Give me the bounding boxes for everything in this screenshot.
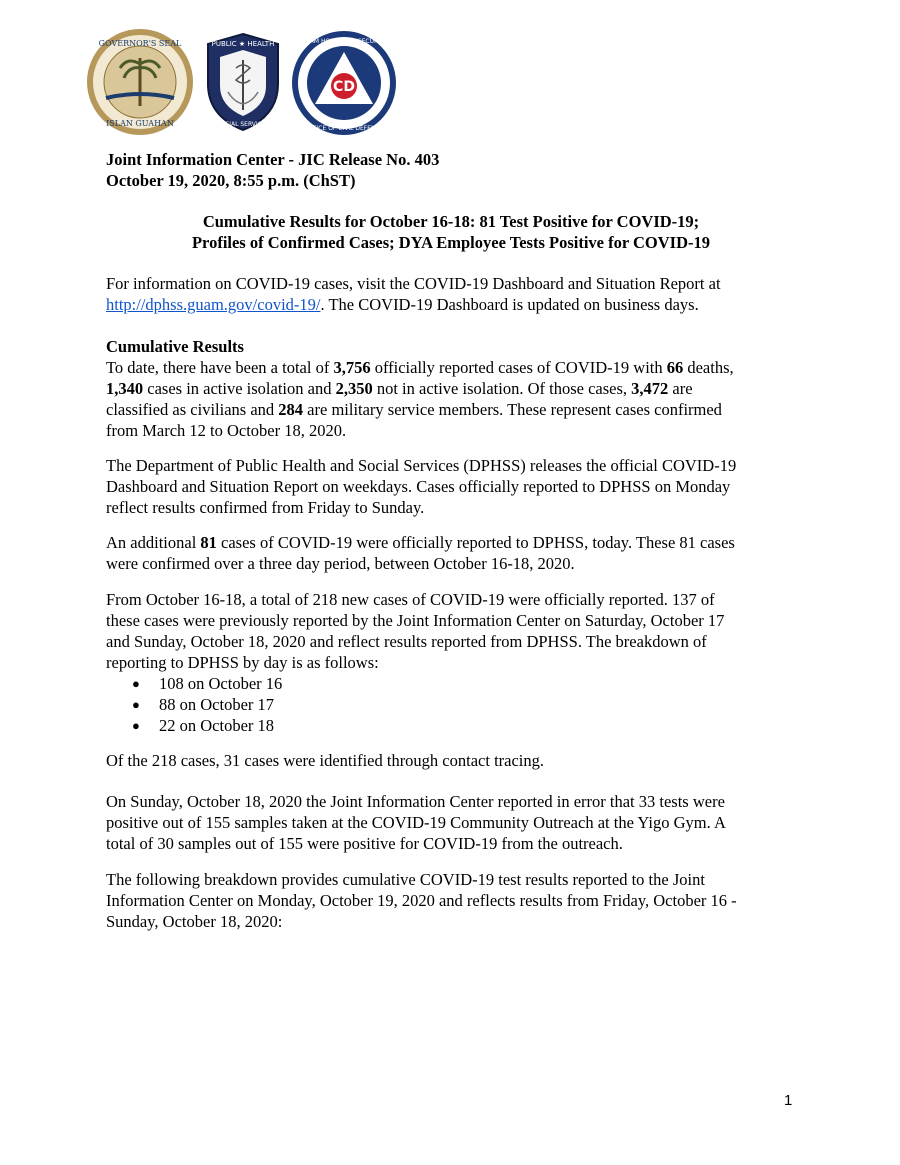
svg-text:GUAM HOMELAND SECURITY: GUAM HOMELAND SECURITY [300,38,388,45]
svg-text:CD: CD [333,79,355,95]
release-number: Joint Information Center - JIC Release No. 403 [106,150,440,169]
page-title [106,211,796,253]
section-heading: Cumulative Results [106,337,244,356]
cumulative-line-2: 1,340 cases in active isolation and 2,350 not in active isolation. Of those cases, 3,472 are [106,379,693,398]
title-line-2: Profiles of Confirmed Cases; DYA Employee Tests Positive for COVID-19 [191,233,711,252]
military-value: 284 [278,400,304,419]
dphss-covid-link[interactable]: http://dphss.guam.gov/covid-19/ [106,295,321,314]
intro-paragraph [106,273,806,315]
dphss-paragraph: The Department of Public Health and Social Services (DPHSS) releases the official COVID-19 Dashboard and Situation Report on weekdays. Cases officially reported to DPHSS on Monday reflect results confirmed from Friday to Sunday. [106,456,737,517]
list-item: ● 22 on October 18 [106,715,806,736]
not-active-value: 2,350 [335,379,373,398]
civilians-value: 3,472 [631,379,669,398]
list-item: ● 108 on October 16 [106,673,806,694]
svg-text:GOVERNOR'S SEAL: GOVERNOR'S SEAL [98,39,182,48]
intro-text: For information on COVID-19 cases, visit the COVID-19 Dashboard and Situation Report at [106,274,721,293]
release-header [106,149,806,191]
additional-count-value: 81 [200,533,217,552]
following-paragraph: The following breakdown provides cumulative COVID-19 test results reported to the Joint Information Center on Monday, October 19, 2020 and reflects results from Friday, October 16 - Sunday, October 18, 2020: [106,870,737,931]
cumulative-results-section [106,336,806,441]
public-health-seal-icon [204,32,282,132]
correction-paragraph: On Sunday, October 18, 2020 the Joint Information Center reported in error that 33 tests were positive out of 155 samples taken at the COVID-19 Community Outreach at the Yigo Gym. A total of 30 samples out of 155 were positive for COVID-19 from the outreach. [106,792,726,853]
active-isolation-value: 1,340 [106,379,144,398]
governor-seal-icon [86,28,194,136]
svg-text:OFFICE OF CIVIL DEFENSE: OFFICE OF CIVIL DEFENSE [304,125,384,132]
list-item: ● 88 on October 17 [106,694,806,715]
daily-breakdown-list [106,673,806,736]
svg-text:SOCIAL SERVICES: SOCIAL SERVICES [216,121,270,128]
cumulative-line-3: classified as civilians and 284 are military service members. These represent cases confirmed [106,400,722,419]
additional-cases-paragraph: An additional 81 cases of COVID-19 were officially reported to DPHSS, today. These 81 cases were confirmed over a three day period, between October 16-18, 2020. [106,533,735,573]
intro-text-after: . The COVID-19 Dashboard is updated on business days. [320,295,699,314]
release-date: October 19, 2020, 8:55 p.m. (ChST) [106,171,356,190]
title-line-1: Cumulative Results for October 16-18: 81 Test Positive for COVID-19; [202,212,700,231]
cumulative-line-4: from March 12 to October 18, 2020. [106,421,347,440]
svg-text:ISLAN GUAHAN: ISLAN GUAHAN [106,119,174,128]
cumulative-line-1: To date, there have been a total of 3,756 officially reported cases of COVID-19 with 66 deaths, [106,358,734,377]
deaths-value: 66 [666,358,684,377]
svg-text:PUBLIC ★ HEALTH: PUBLIC ★ HEALTH [211,40,275,48]
page-number: 1 [784,1092,793,1109]
breakdown-paragraph: From October 16-18, a total of 218 new cases of COVID-19 were officially reported. 137 of these cases were previously reported by the Joint Information Center on Saturday, October 17 and Sunday, October 18, 2020 and reflect results reported from DPHSS. The breakdown of reporting to DPHSS by day is as follows: ● 108 on October 16 ● 88 on October 17 ● 22 on October 18 [106,589,806,736]
civil-defense-seal-icon [291,30,397,136]
total-cases-value: 3,756 [333,358,371,377]
contact-tracing-paragraph: Of the 218 cases, 31 cases were identified through contact tracing. [106,751,545,770]
